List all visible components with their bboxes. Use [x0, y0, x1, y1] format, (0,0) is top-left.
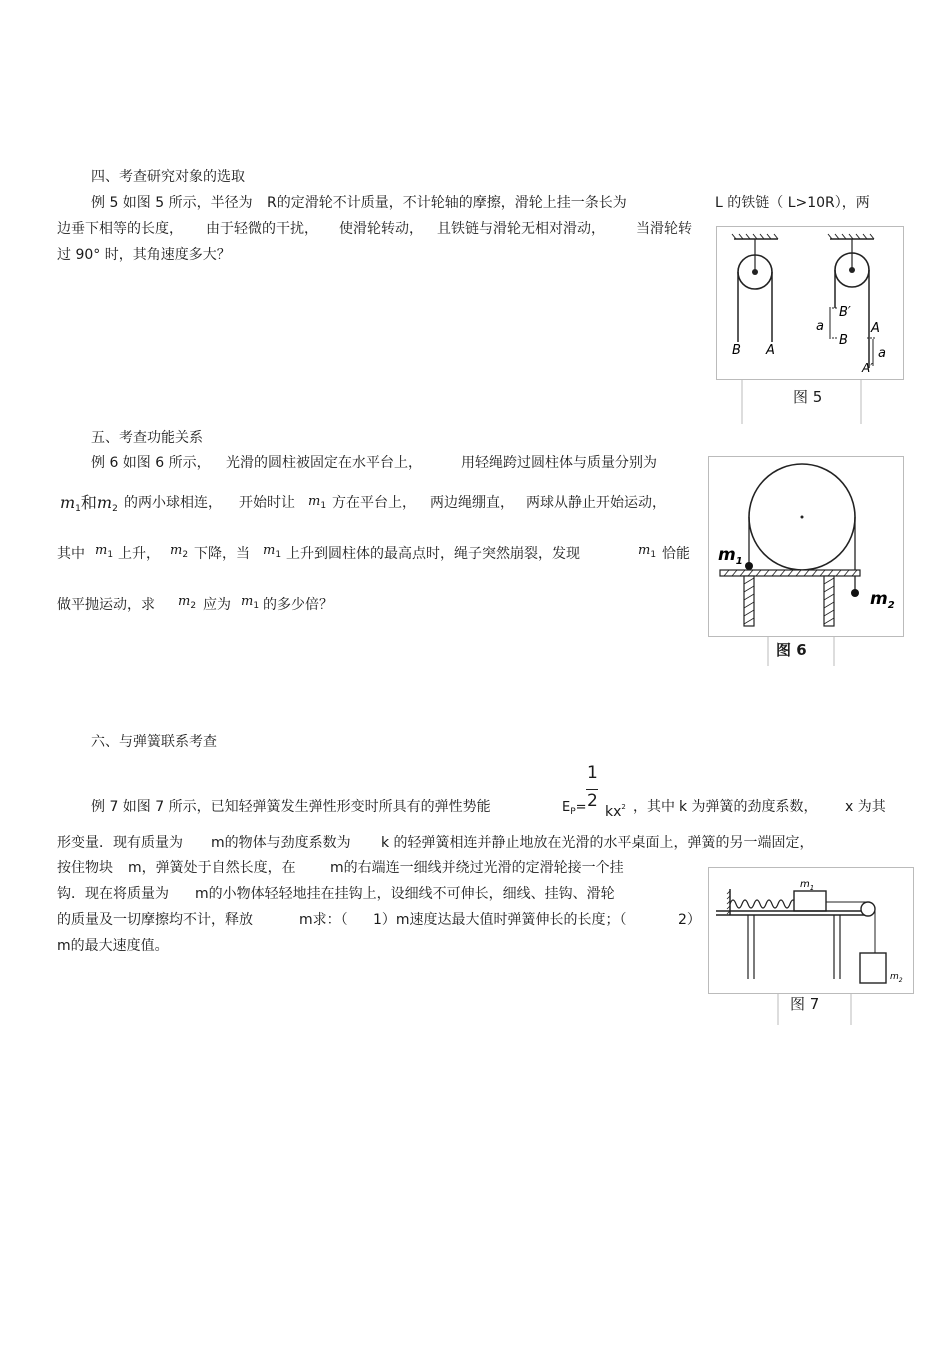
example-6-line3-a: 其中: [57, 546, 85, 562]
figure-7: [708, 867, 914, 1025]
fig6-label-m1: $m_1$: [718, 545, 743, 567]
formula-fraction-numerator: 1: [587, 763, 598, 783]
fig5-label-a-right: a: [878, 346, 886, 361]
example-6-line2-m1: $m_1$: [308, 494, 327, 511]
example-5-line2-b: 由于轻微的干扰，: [206, 221, 318, 237]
example-6-line4-a: 做平抛运动，求: [57, 597, 155, 613]
example-6-line4-m1: $m_1$: [241, 594, 260, 611]
example-6-line3-d: 上升到圆柱体的最高点时，绳子突然崩裂，发现: [286, 546, 580, 562]
figure-6-caption: 图 6: [776, 641, 807, 659]
example-6-line4-c: 的多少倍？: [263, 597, 333, 613]
fig5-label-B: B: [732, 343, 741, 358]
example-6-line3-c: 下降，当: [194, 546, 250, 562]
fig5-label-Aprime: A′: [862, 361, 873, 375]
example-6-line2-b: 开始时让: [239, 495, 295, 511]
example-6-line2-a: 的两小球相连，: [124, 495, 222, 511]
example-7-line2-c: k 的轻弹簧相连并静止地放在光滑的水平桌面上，弹簧的另一端固定，: [381, 835, 814, 851]
example-6-line4-m2: $m_2$: [178, 594, 197, 611]
fig5-label-B2: B: [839, 333, 848, 348]
example-6-line2-c: 方在平台上，: [332, 495, 416, 511]
fig7-label-m2: $m_2$: [890, 972, 903, 984]
example-5-line2-d: 且铁链与滑轮无相对滑动，: [437, 221, 605, 237]
formula-fraction-denominator: 2: [587, 791, 598, 811]
example-5-line2-a: 边垂下相等的长度，: [57, 221, 183, 237]
example-5-line1-a: 例 5 如图 5 所示，半径为: [91, 195, 253, 211]
example-7-line3-c: m的右端连一细线并绕过光滑的定滑轮接一个挂: [330, 860, 624, 876]
example-7-line2-a: 形变量．现有质量为: [57, 835, 183, 851]
example-6-line3-e: 恰能: [662, 546, 690, 562]
example-5-line2-e: 当滑轮转: [636, 221, 692, 237]
example-6-line1-b: 光滑的圆柱被固定在水平台上，: [226, 455, 422, 471]
example-7-line5-a: 的质量及一切摩擦均不计，释放: [57, 912, 253, 928]
example-7-line4-b: m的小物体轻轻地挂在挂钩上，设细线不可伸长，细线、挂钩、滑轮: [195, 886, 615, 902]
heading-section-5: 五、考查功能关系: [91, 430, 203, 446]
example-6-line3-m1c: $m_1$: [638, 543, 657, 560]
example-7-line2-b: m的物体与劲度系数为: [211, 835, 351, 851]
example-6-line1-c: 用轻绳跨过圆柱体与质量分别为: [461, 455, 657, 471]
example-5-line1-c: L 的铁链（ L>10R），两: [715, 195, 870, 211]
example-6-line2-d: 两边绳绷直，: [430, 495, 514, 511]
formula-fraction-bar: [586, 789, 598, 790]
example-6-line3-m1: $m_1$: [95, 543, 114, 560]
example-7-line3-a: 按住物块: [57, 860, 113, 876]
example-7-energy-symbol: $E_P=$: [562, 800, 587, 817]
figure-5: [716, 226, 904, 424]
figure-7-caption: 图 7: [790, 995, 820, 1013]
heading-section-6: 六、与弹簧联系考查: [91, 734, 217, 750]
example-6-line3-m2: $m_2$: [170, 543, 189, 560]
example-6-line3-m1b: $m_1$: [263, 543, 282, 560]
fig5-label-A: A: [766, 343, 775, 358]
example-6-line2-e: 两球从静止开始运动，: [526, 495, 666, 511]
heading-section-4: 四、考查研究对象的选取: [91, 169, 245, 185]
example-7-line1-d: x 为其: [845, 799, 886, 815]
fig7-label-m1: $m_1$: [800, 879, 815, 892]
example-5-line2-c: 使滑轮转动，: [339, 221, 423, 237]
fig5-label-a-left: a: [816, 319, 824, 334]
example-7-line1-b: ，其中: [633, 799, 675, 815]
fig5-label-A2: A: [871, 321, 880, 336]
example-7-line3-b: m，弹簧处于自然长度，在: [128, 860, 296, 876]
figure-6-drawing: [708, 456, 904, 666]
example-7-line5-c: 1）m速度达最大值时弹簧伸长的长度；（: [373, 912, 627, 928]
example-6-line3-b: 上升，: [118, 546, 160, 562]
example-7-line5-b: m求：（: [299, 912, 348, 928]
example-7-line6: m的最大速度值。: [57, 938, 169, 954]
fig6-label-m2: $m_2$: [870, 589, 895, 611]
example-7-line1-a: 例 7 如图 7 所示，已知轻弹簧发生弹性形变时所具有的弹性势能: [91, 799, 491, 815]
figure-6: [708, 456, 904, 666]
example-5-line3: 过 90° 时，其角速度多大？: [57, 247, 231, 263]
example-6-line2-m1-m2: $m_1$和$m_2$: [60, 493, 118, 514]
example-7-line4-a: 钩．现在将质量为: [57, 886, 169, 902]
example-7-line5-d: 2）: [678, 912, 701, 928]
example-7-kx2: $kx^2$: [605, 803, 626, 820]
example-5-line1-b: R的定滑轮不计质量，不计轮轴的摩擦，滑轮上挂一条长为: [267, 195, 627, 211]
example-6-line4-b: 应为: [203, 597, 231, 613]
example-7-line1-c: k 为弹簧的劲度系数，: [679, 799, 818, 815]
example-6-line1-a: 例 6 如图 6 所示，: [91, 455, 211, 471]
figure-5-caption: 图 5: [793, 388, 823, 406]
fig5-label-Bprime: B′: [839, 305, 851, 320]
